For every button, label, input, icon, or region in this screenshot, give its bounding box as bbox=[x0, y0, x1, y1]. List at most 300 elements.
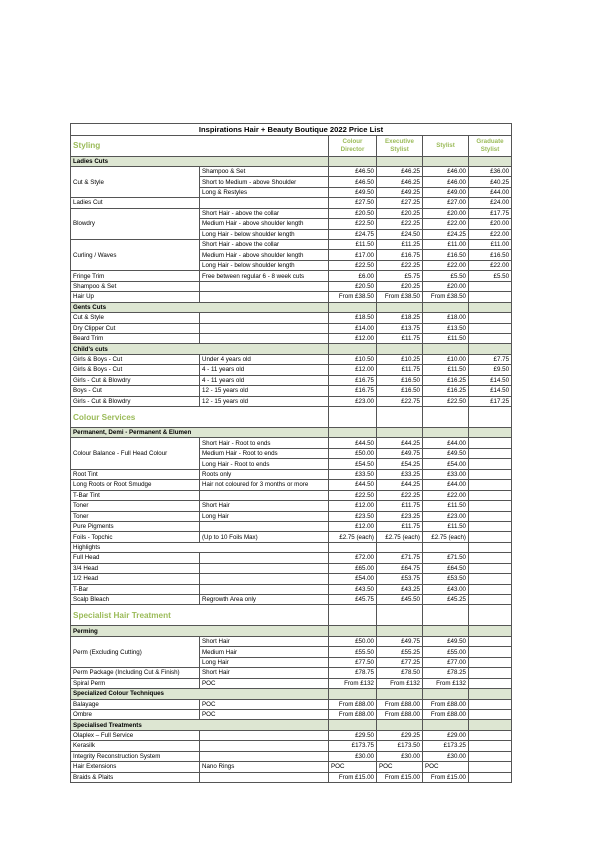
price-cell: £20.00 bbox=[469, 219, 512, 229]
price-row bbox=[71, 480, 512, 490]
category-spacer bbox=[377, 156, 423, 166]
category-spacer bbox=[469, 689, 512, 699]
price-cell: £30.00 bbox=[423, 751, 469, 761]
price-cell: £18.50 bbox=[329, 313, 377, 323]
price-cell: £11.75 bbox=[377, 333, 423, 343]
price-cell bbox=[469, 657, 512, 667]
category-spacer bbox=[329, 720, 377, 730]
price-row bbox=[71, 741, 512, 751]
price-row bbox=[71, 532, 512, 542]
price-cell: From £88.00 bbox=[377, 709, 423, 719]
price-cell bbox=[469, 751, 512, 761]
price-cell: £22.50 bbox=[329, 490, 377, 500]
price-cell bbox=[469, 647, 512, 657]
price-cell: £29.25 bbox=[377, 730, 423, 740]
price-cell bbox=[469, 438, 512, 448]
service-detail: 12 - 15 years old bbox=[200, 396, 329, 406]
price-row bbox=[71, 636, 512, 646]
service-detail: POC bbox=[200, 678, 329, 688]
column-header bbox=[329, 605, 377, 626]
price-cell: £20.00 bbox=[423, 208, 469, 218]
service-detail: Shampoo & Set bbox=[200, 166, 329, 176]
price-cell: £36.00 bbox=[469, 166, 512, 176]
price-cell bbox=[469, 281, 512, 291]
category-spacer bbox=[329, 542, 377, 552]
price-cell: £2.75 (each) bbox=[423, 532, 469, 542]
price-cell: £78.25 bbox=[423, 668, 469, 678]
category-spacer bbox=[329, 344, 377, 354]
price-cell: £45.25 bbox=[423, 595, 469, 605]
category-row bbox=[71, 720, 512, 730]
price-cell: £22.50 bbox=[329, 219, 377, 229]
price-cell bbox=[469, 521, 512, 531]
price-cell bbox=[469, 333, 512, 343]
service-name: Cut & Style bbox=[71, 166, 200, 197]
price-cell: £22.00 bbox=[469, 229, 512, 239]
price-row bbox=[71, 668, 512, 678]
service-name: Kerasilk bbox=[71, 741, 200, 751]
price-cell bbox=[469, 574, 512, 584]
price-cell: POC bbox=[423, 762, 469, 772]
price-row bbox=[71, 313, 512, 323]
price-cell: £11.50 bbox=[329, 240, 377, 250]
category-spacer bbox=[423, 542, 469, 552]
price-cell: £22.50 bbox=[329, 260, 377, 270]
service-name: Pure Pigments bbox=[71, 521, 200, 531]
service-name: Integrity Reconstruction System bbox=[71, 751, 200, 761]
column-header bbox=[329, 407, 377, 428]
price-cell: £43.00 bbox=[423, 584, 469, 594]
category-spacer bbox=[377, 720, 423, 730]
price-cell: £12.00 bbox=[329, 365, 377, 375]
service-name: Balayage bbox=[71, 699, 200, 709]
price-cell: £46.25 bbox=[377, 166, 423, 176]
price-cell: £7.75 bbox=[469, 354, 512, 364]
price-cell: £23.00 bbox=[329, 396, 377, 406]
price-cell: £53.50 bbox=[423, 574, 469, 584]
price-row bbox=[71, 354, 512, 364]
price-cell: £33.25 bbox=[377, 469, 423, 479]
price-cell: £16.25 bbox=[423, 375, 469, 385]
price-cell: £14.00 bbox=[329, 323, 377, 333]
price-cell: £49.75 bbox=[377, 448, 423, 458]
price-cell: £49.25 bbox=[377, 187, 423, 197]
price-cell: £23.50 bbox=[329, 511, 377, 521]
price-cell: £22.25 bbox=[377, 490, 423, 500]
price-cell bbox=[469, 668, 512, 678]
price-cell: £13.75 bbox=[377, 323, 423, 333]
service-detail: Hair not coloured for 3 months or more bbox=[200, 480, 329, 490]
category-row bbox=[71, 626, 512, 636]
price-cell bbox=[469, 563, 512, 573]
price-cell: £44.50 bbox=[329, 480, 377, 490]
service-detail bbox=[200, 574, 329, 584]
price-cell: £10.25 bbox=[377, 354, 423, 364]
price-cell: £11.50 bbox=[423, 365, 469, 375]
service-name: Perm (Excluding Cutting) bbox=[71, 636, 200, 667]
price-row bbox=[71, 292, 512, 302]
price-cell: £40.25 bbox=[469, 177, 512, 187]
service-detail bbox=[200, 198, 329, 208]
price-cell bbox=[469, 313, 512, 323]
price-cell: From £132 bbox=[329, 678, 377, 688]
price-cell: £45.75 bbox=[329, 595, 377, 605]
service-detail: Short Hair bbox=[200, 501, 329, 511]
service-detail: Short to Medium - above Shoulder bbox=[200, 177, 329, 187]
price-cell: £72.00 bbox=[329, 553, 377, 563]
service-name: Girls & Boys - Cut bbox=[71, 354, 200, 364]
service-name: Beard Trim bbox=[71, 333, 200, 343]
price-cell: £22.25 bbox=[377, 260, 423, 270]
service-detail: Medium Hair - above shoulder length bbox=[200, 219, 329, 229]
price-cell: £27.25 bbox=[377, 198, 423, 208]
service-detail bbox=[200, 553, 329, 563]
price-cell bbox=[469, 532, 512, 542]
category-spacer bbox=[377, 542, 423, 552]
price-row bbox=[71, 365, 512, 375]
price-cell: From £88.00 bbox=[423, 699, 469, 709]
service-name: Curling / Waves bbox=[71, 240, 200, 271]
service-detail: Under 4 years old bbox=[200, 354, 329, 364]
price-cell: £22.50 bbox=[423, 396, 469, 406]
service-detail bbox=[200, 292, 329, 302]
price-row bbox=[71, 271, 512, 281]
price-cell: £11.75 bbox=[377, 521, 423, 531]
category-spacer bbox=[423, 689, 469, 699]
price-cell: £20.25 bbox=[377, 281, 423, 291]
category-spacer bbox=[377, 689, 423, 699]
price-cell: £49.00 bbox=[423, 187, 469, 197]
price-cell: £173.50 bbox=[377, 741, 423, 751]
column-header: Graduate Stylist bbox=[469, 135, 512, 156]
price-cell bbox=[469, 480, 512, 490]
service-name: Olaplex – Full Service bbox=[71, 730, 200, 740]
category-spacer bbox=[423, 156, 469, 166]
category-name: Ladies Cuts bbox=[71, 156, 329, 166]
category-spacer bbox=[329, 626, 377, 636]
price-cell: £173.75 bbox=[329, 741, 377, 751]
service-name: Root Tint bbox=[71, 469, 200, 479]
price-cell: £27.00 bbox=[423, 198, 469, 208]
price-cell: £5.75 bbox=[377, 271, 423, 281]
price-list-sheet bbox=[70, 123, 511, 783]
price-cell: £45.50 bbox=[377, 595, 423, 605]
category-spacer bbox=[469, 542, 512, 552]
service-detail: Long Hair bbox=[200, 657, 329, 667]
price-cell: From £88.00 bbox=[423, 709, 469, 719]
service-detail: 4 - 11 years old bbox=[200, 365, 329, 375]
price-cell: £11.50 bbox=[423, 521, 469, 531]
price-cell: £13.50 bbox=[423, 323, 469, 333]
price-row bbox=[71, 511, 512, 521]
service-name: Scalp Bleach bbox=[71, 595, 200, 605]
section-title: Specialist Hair Treatment bbox=[71, 605, 329, 626]
price-cell bbox=[469, 595, 512, 605]
service-detail: Long & Restyles bbox=[200, 187, 329, 197]
price-row bbox=[71, 584, 512, 594]
service-detail bbox=[200, 751, 329, 761]
service-name: Hair Extensions bbox=[71, 762, 200, 772]
price-cell bbox=[469, 292, 512, 302]
service-detail bbox=[200, 490, 329, 500]
service-detail: Regrowth Area only bbox=[200, 595, 329, 605]
price-cell: £54.50 bbox=[329, 459, 377, 469]
service-detail: POC bbox=[200, 699, 329, 709]
price-cell: £22.00 bbox=[423, 219, 469, 229]
price-cell bbox=[469, 699, 512, 709]
price-cell: £54.00 bbox=[423, 459, 469, 469]
price-cell: £44.00 bbox=[423, 438, 469, 448]
category-spacer bbox=[329, 156, 377, 166]
price-cell: £33.50 bbox=[329, 469, 377, 479]
price-cell: £46.25 bbox=[377, 177, 423, 187]
price-cell: £20.50 bbox=[329, 281, 377, 291]
service-name: Blowdry bbox=[71, 208, 200, 239]
price-cell: £16.50 bbox=[469, 250, 512, 260]
price-row bbox=[71, 490, 512, 500]
price-cell: £77.50 bbox=[329, 657, 377, 667]
price-cell: £50.00 bbox=[329, 636, 377, 646]
price-cell: £77.00 bbox=[423, 657, 469, 667]
service-name: Ombre bbox=[71, 709, 200, 719]
service-detail bbox=[200, 741, 329, 751]
service-detail: Long Hair bbox=[200, 511, 329, 521]
price-cell: £10.00 bbox=[423, 354, 469, 364]
price-cell: From £15.00 bbox=[377, 772, 423, 782]
category-row bbox=[71, 689, 512, 699]
price-cell: £29.50 bbox=[329, 730, 377, 740]
price-cell bbox=[469, 730, 512, 740]
price-row bbox=[71, 333, 512, 343]
service-detail bbox=[200, 584, 329, 594]
service-detail bbox=[200, 313, 329, 323]
service-name: 3/4 Head bbox=[71, 563, 200, 573]
service-name: 1/2 Head bbox=[71, 574, 200, 584]
category-spacer bbox=[329, 302, 377, 312]
service-name: Foils - Topchic bbox=[71, 532, 200, 542]
service-name: Girls - Cut & Blowdry bbox=[71, 396, 200, 406]
category-row bbox=[71, 302, 512, 312]
price-cell: £17.75 bbox=[469, 208, 512, 218]
category-spacer bbox=[469, 626, 512, 636]
service-detail: Medium Hair - above shoulder length bbox=[200, 250, 329, 260]
price-cell: £2.75 (each) bbox=[329, 532, 377, 542]
service-name: Long Roots or Root Smudge bbox=[71, 480, 200, 490]
price-cell: £14.50 bbox=[469, 386, 512, 396]
price-cell: From £38.50 bbox=[423, 292, 469, 302]
price-cell: £12.00 bbox=[329, 501, 377, 511]
price-cell: £44.25 bbox=[377, 480, 423, 490]
category-spacer bbox=[423, 344, 469, 354]
price-cell: £27.50 bbox=[329, 198, 377, 208]
category-spacer bbox=[469, 720, 512, 730]
section-title: Styling bbox=[71, 135, 329, 156]
price-cell: £77.25 bbox=[377, 657, 423, 667]
price-cell: £22.00 bbox=[469, 260, 512, 270]
price-cell: £24.00 bbox=[469, 198, 512, 208]
price-row bbox=[71, 553, 512, 563]
price-cell: £71.75 bbox=[377, 553, 423, 563]
category-spacer bbox=[469, 302, 512, 312]
price-cell: £46.00 bbox=[423, 166, 469, 176]
price-row bbox=[71, 730, 512, 740]
price-cell: £24.50 bbox=[377, 229, 423, 239]
service-name: Colour Balance - Full Head Colour bbox=[71, 438, 200, 469]
service-detail: Short Hair - Root to ends bbox=[200, 438, 329, 448]
service-name: Cut & Style bbox=[71, 313, 200, 323]
price-cell: £44.00 bbox=[423, 480, 469, 490]
price-cell: £23.00 bbox=[423, 511, 469, 521]
price-cell: £10.50 bbox=[329, 354, 377, 364]
price-row bbox=[71, 762, 512, 772]
service-detail bbox=[200, 323, 329, 333]
price-cell: £12.00 bbox=[329, 521, 377, 531]
service-detail: Nano Rings bbox=[200, 762, 329, 772]
category-row bbox=[71, 156, 512, 166]
price-cell bbox=[469, 511, 512, 521]
price-cell: £11.75 bbox=[377, 365, 423, 375]
price-cell: £24.25 bbox=[423, 229, 469, 239]
price-cell: £11.00 bbox=[423, 240, 469, 250]
price-row bbox=[71, 563, 512, 573]
price-row bbox=[71, 208, 512, 218]
service-name: Spiral Perm bbox=[71, 678, 200, 688]
category-spacer bbox=[377, 626, 423, 636]
price-cell: £6.00 bbox=[329, 271, 377, 281]
service-name: Boys - Cut bbox=[71, 386, 200, 396]
category-spacer bbox=[377, 302, 423, 312]
price-cell: £78.75 bbox=[329, 668, 377, 678]
price-list-title: Inspirations Hair + Beauty Boutique 2022 Price List bbox=[71, 124, 512, 136]
price-cell: From £38.50 bbox=[329, 292, 377, 302]
price-cell: £11.50 bbox=[423, 501, 469, 511]
price-cell bbox=[469, 553, 512, 563]
price-row bbox=[71, 166, 512, 176]
service-name: Toner bbox=[71, 511, 200, 521]
service-detail: Roots only bbox=[200, 469, 329, 479]
price-cell bbox=[469, 448, 512, 458]
service-detail: Long Hair - below shoulder length bbox=[200, 260, 329, 270]
price-row bbox=[71, 396, 512, 406]
service-name: T-Bar Tint bbox=[71, 490, 200, 500]
price-row bbox=[71, 323, 512, 333]
price-cell: POC bbox=[329, 762, 377, 772]
price-list-body bbox=[71, 124, 512, 783]
price-cell: £22.75 bbox=[377, 396, 423, 406]
price-cell: £16.75 bbox=[329, 375, 377, 385]
price-cell: £20.50 bbox=[329, 208, 377, 218]
price-cell: £64.50 bbox=[423, 563, 469, 573]
price-cell: From £15.00 bbox=[423, 772, 469, 782]
service-name: Dry Clipper Cut bbox=[71, 323, 200, 333]
service-detail: Medium Hair - Root to ends bbox=[200, 448, 329, 458]
price-row bbox=[71, 699, 512, 709]
section-header-row bbox=[71, 605, 512, 626]
category-name: Perming bbox=[71, 626, 329, 636]
price-cell: £43.50 bbox=[329, 584, 377, 594]
price-cell: £16.75 bbox=[377, 250, 423, 260]
column-header bbox=[469, 605, 512, 626]
price-cell: From £88.00 bbox=[377, 699, 423, 709]
service-detail: (Up to 10 Foils Max) bbox=[200, 532, 329, 542]
price-cell: £11.50 bbox=[423, 333, 469, 343]
price-cell bbox=[469, 459, 512, 469]
price-cell bbox=[469, 772, 512, 782]
price-row bbox=[71, 375, 512, 385]
section-header-row bbox=[71, 135, 512, 156]
price-cell bbox=[469, 584, 512, 594]
price-cell: £5.50 bbox=[469, 271, 512, 281]
service-detail: POC bbox=[200, 709, 329, 719]
price-cell: £11.75 bbox=[377, 501, 423, 511]
service-name: Toner bbox=[71, 501, 200, 511]
price-cell: £53.75 bbox=[377, 574, 423, 584]
price-cell: £44.00 bbox=[469, 187, 512, 197]
price-cell: £30.00 bbox=[329, 751, 377, 761]
column-header bbox=[423, 605, 469, 626]
price-cell: £22.00 bbox=[423, 260, 469, 270]
price-cell: £12.00 bbox=[329, 333, 377, 343]
price-row bbox=[71, 574, 512, 584]
price-cell: £54.25 bbox=[377, 459, 423, 469]
price-row bbox=[71, 772, 512, 782]
price-cell: £11.00 bbox=[469, 240, 512, 250]
price-cell: £16.75 bbox=[329, 386, 377, 396]
price-cell bbox=[469, 636, 512, 646]
price-cell: £16.50 bbox=[377, 386, 423, 396]
section-title: Colour Services bbox=[71, 407, 329, 428]
service-name: Full Head bbox=[71, 553, 200, 563]
price-cell: £14.50 bbox=[469, 375, 512, 385]
price-row bbox=[71, 469, 512, 479]
service-name: Perm Package (Including Cut & Finish) bbox=[71, 668, 200, 678]
price-cell: £9.50 bbox=[469, 365, 512, 375]
service-detail: Short Hair - above the collar bbox=[200, 240, 329, 250]
price-row bbox=[71, 709, 512, 719]
price-cell: £16.50 bbox=[423, 250, 469, 260]
price-cell: From £88.00 bbox=[329, 699, 377, 709]
price-cell: £46.00 bbox=[423, 177, 469, 187]
price-cell: £11.25 bbox=[377, 240, 423, 250]
price-row bbox=[71, 386, 512, 396]
price-cell: £46.50 bbox=[329, 177, 377, 187]
price-cell bbox=[469, 709, 512, 719]
price-cell: POC bbox=[377, 762, 423, 772]
price-cell: From £38.50 bbox=[377, 292, 423, 302]
price-cell: £16.50 bbox=[377, 375, 423, 385]
price-cell: £49.75 bbox=[377, 636, 423, 646]
price-row bbox=[71, 521, 512, 531]
price-cell: £78.50 bbox=[377, 668, 423, 678]
price-cell: From £15.00 bbox=[329, 772, 377, 782]
price-cell: £44.25 bbox=[377, 438, 423, 448]
service-detail bbox=[200, 333, 329, 343]
category-spacer bbox=[423, 428, 469, 438]
price-cell bbox=[469, 323, 512, 333]
price-row bbox=[71, 501, 512, 511]
price-cell bbox=[469, 501, 512, 511]
price-cell: £30.00 bbox=[377, 751, 423, 761]
price-cell: £20.25 bbox=[377, 208, 423, 218]
price-cell: £55.50 bbox=[329, 647, 377, 657]
category-name: Specialized Colour Techniques bbox=[71, 689, 329, 699]
service-name: Girls & Boys - Cut bbox=[71, 365, 200, 375]
price-cell: £18.25 bbox=[377, 313, 423, 323]
service-detail: Long Hair - below shoulder length bbox=[200, 229, 329, 239]
service-detail: 12 - 15 years old bbox=[200, 386, 329, 396]
column-header: Executive Stylist bbox=[377, 135, 423, 156]
price-cell: £49.50 bbox=[329, 187, 377, 197]
